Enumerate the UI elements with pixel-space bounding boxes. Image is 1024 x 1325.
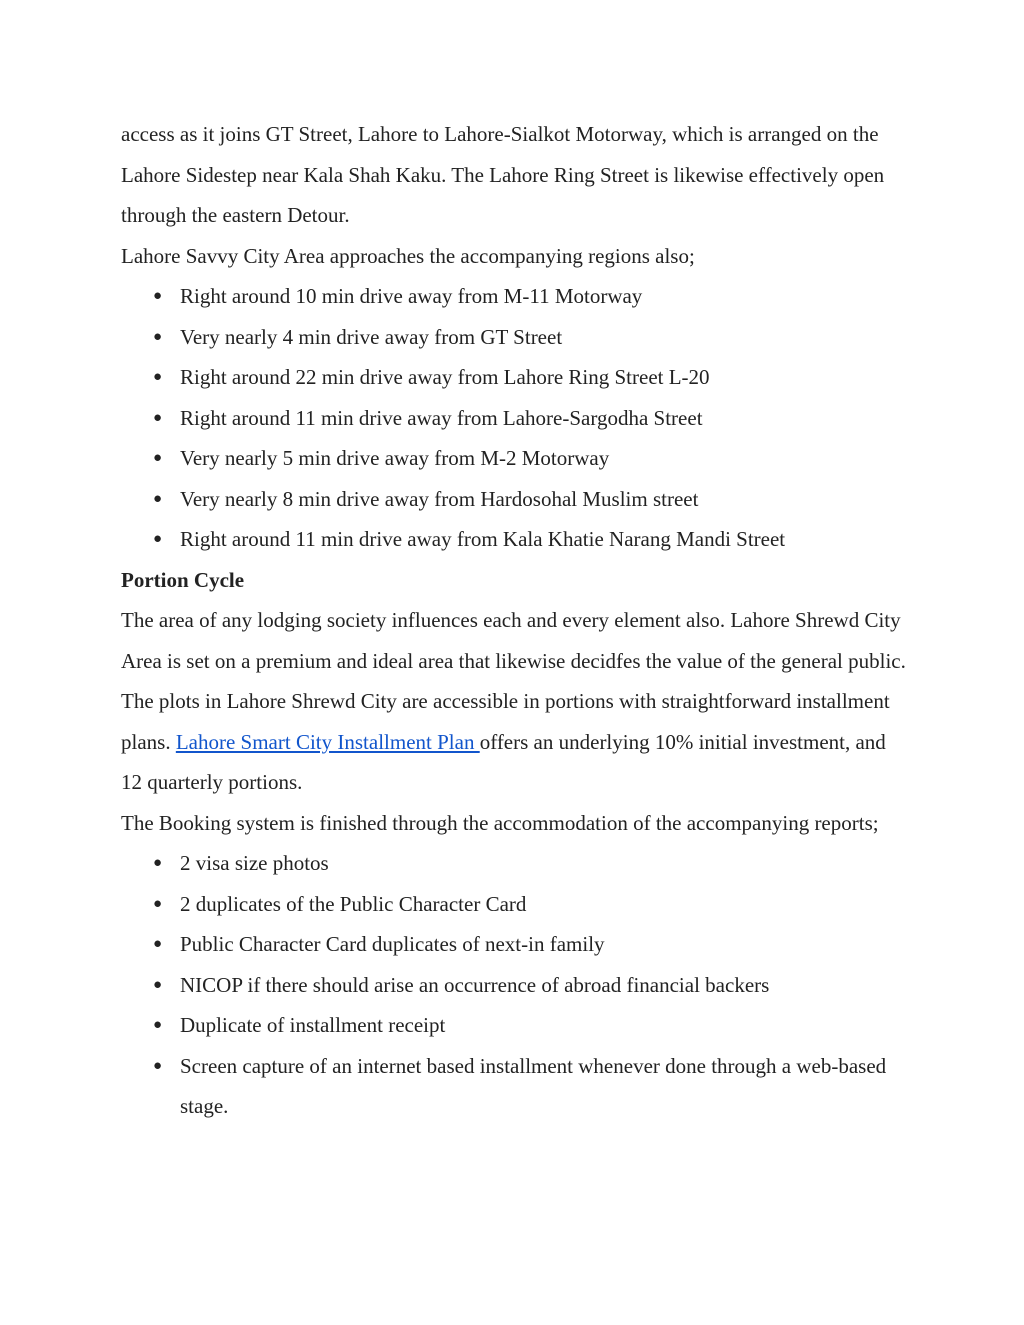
list-item [121, 398, 911, 439]
bullet-icon: ● [153, 531, 163, 547]
bullet-icon: ● [153, 328, 163, 345]
paragraph-regions-intro: Lahore Savvy City Area approaches the accompanying regions also; [121, 243, 695, 268]
installment-plan-link[interactable]: Lahore Smart City Installment Plan [175, 729, 480, 754]
list-item-text: 2 visa size photos [180, 851, 329, 875]
bullet-icon: ● [153, 369, 163, 385]
list-item [121, 965, 911, 1006]
list-item-text: Right around 10 min drive away from M-11 Motorway [180, 284, 643, 308]
list-item [121, 843, 911, 884]
bullet-icon: ● [153, 936, 163, 952]
list-item [121, 884, 911, 925]
list-item-text: Very nearly 8 min drive away from Hardosohal Muslim street [180, 486, 699, 511]
list-item [121, 479, 911, 520]
bullet-icon: ● [153, 1057, 163, 1074]
list-item-text: NICOP if there should arise an occurrence of abroad financial backers [180, 972, 770, 997]
paragraph-installment [121, 681, 911, 803]
bullet-icon: ● [153, 1017, 163, 1033]
bullet-icon: ● [153, 490, 163, 507]
list-item-text: Public Character Card duplicates of next-in family [180, 932, 605, 956]
document-page [121, 114, 911, 1127]
section-heading: Portion Cycle [121, 567, 245, 592]
list-item [121, 1046, 911, 1127]
list-item [121, 924, 911, 965]
paragraph-area: The area of any lodging society influences each and every element also. Lahore Shrewd City Area is set on a premium and ideal area that likewise decidfes the value of the general public. [121, 608, 906, 673]
list-item [121, 1005, 911, 1046]
installment-text-before: The plots in Lahore Shrewd City are accessible in portions with straightforward installment plans. [121, 689, 890, 754]
paragraph-booking: The Booking system is finished through the accommodation of the accompanying reports; [121, 810, 879, 835]
list-item-text: Screen capture of an internet based installment whenever done through a web-based stage. [180, 1053, 887, 1118]
distance-list [121, 276, 911, 560]
list-item-text: Right around 11 min drive away from Lahore-Sargodha Street [180, 405, 703, 430]
bullet-icon: ● [153, 855, 163, 871]
bullet-icon: ● [153, 450, 163, 466]
installment-text-after: offers an underlying 10% initial investment, and 12 quarterly portions. [121, 729, 886, 794]
list-item-text: 2 duplicates of the Public Character Card [180, 891, 527, 916]
paragraph-access: access as it joins GT Street, Lahore to Lahore-Sialkot Motorway, which is arranged on the Lahore Sidestep near Kala Shah Kaku. The Lahore Ring Street is likewise effectively open through the eastern Detour. [121, 122, 885, 227]
list-item [121, 317, 911, 358]
list-item-text: Right around 22 min drive away from Lahore Ring Street L-20 [180, 365, 710, 389]
list-item [121, 357, 911, 398]
bullet-icon: ● [153, 288, 163, 304]
list-item [121, 519, 911, 560]
documents-list [121, 843, 911, 1127]
list-item-text: Duplicate of installment receipt [180, 1013, 446, 1037]
bullet-icon: ● [153, 409, 163, 426]
list-item [121, 276, 911, 317]
list-item [121, 438, 911, 479]
list-item-text: Very nearly 4 min drive away from GT Street [180, 324, 563, 349]
list-item-text: Right around 11 min drive away from Kala Khatie Narang Mandi Street [180, 527, 786, 551]
bullet-icon: ● [153, 976, 163, 993]
bullet-icon: ● [153, 895, 163, 912]
list-item-text: Very nearly 5 min drive away from M-2 Motorway [180, 446, 610, 470]
